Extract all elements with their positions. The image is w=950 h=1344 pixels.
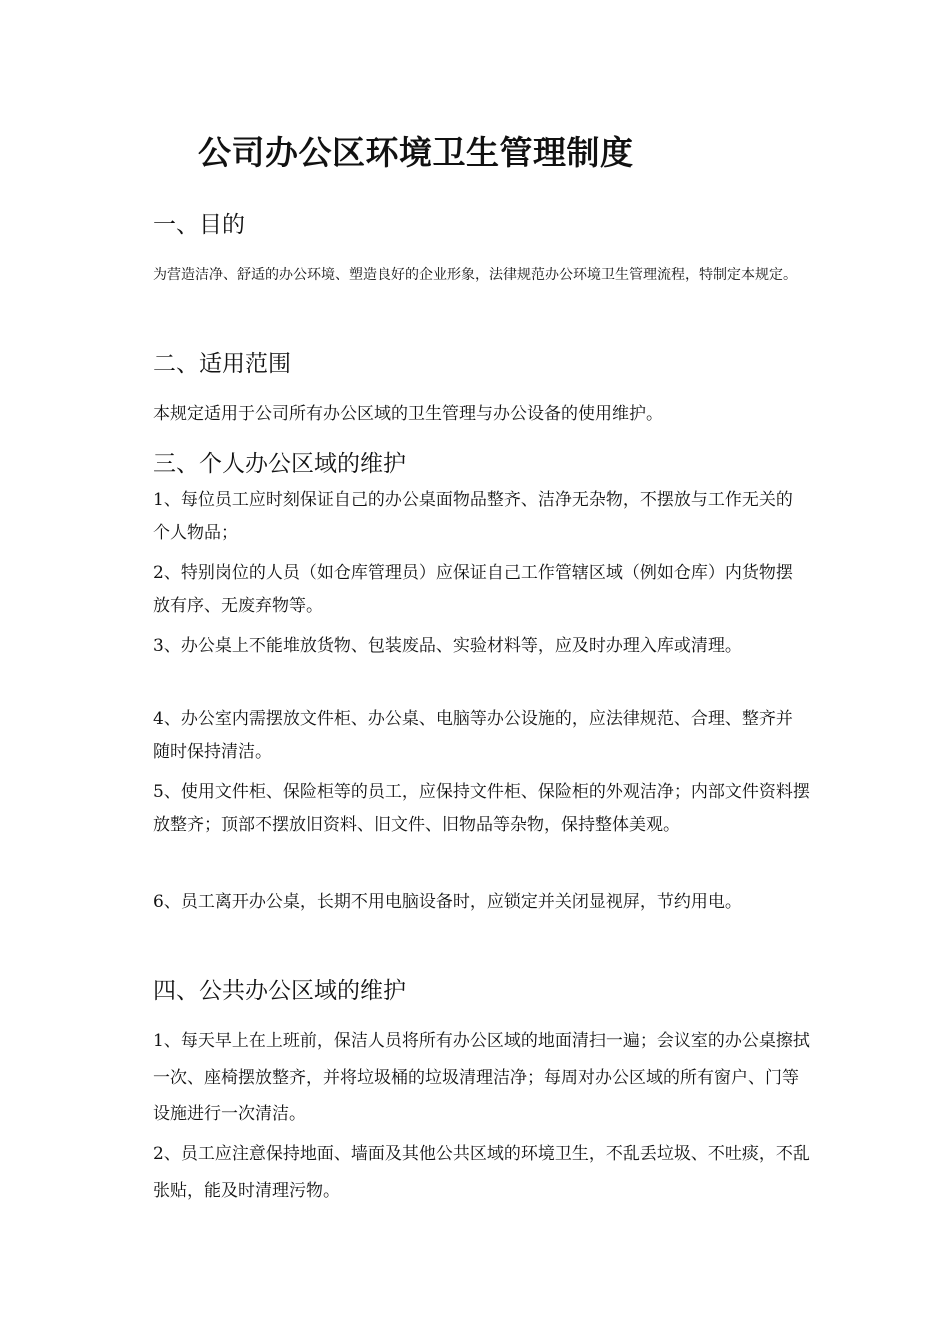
personal-area-item-4: 4、办公室内需摆放文件柜、办公桌、电脑等办公设施的，应法律规范、合理、整齐并随时保持清洁。 [153, 709, 793, 762]
personal-area-item-5: 5、使用文件柜、保险柜等的员工，应保持文件柜、保险柜的外观洁净；内部文件资料摆放整齐；顶部不摆放旧资料、旧文件、旧物品等杂物，保持整体美观。 [153, 782, 810, 835]
public-area-item-2: 2、员工应注意保持地面、墙面及其他公共区域的环境卫生，不乱丢垃圾、不吐痰，不乱张贴，能及时清理污物。 [153, 1144, 810, 1201]
section-heading-public-area: 四、公共办公区域的维护 [153, 978, 406, 1004]
personal-area-item-2: 2、特别岗位的人员（如仓库管理员）应保证自己工作管辖区域（例如仓库）内货物摆放有序、无废弃物等。 [153, 563, 793, 616]
document-title: 公司办公区环境卫生管理制度 [198, 133, 634, 172]
personal-area-item-1: 1、每位员工应时刻保证自己的办公桌面物品整齐、洁净无杂物，不摆放与工作无关的个人物品； [153, 490, 793, 543]
section-heading-purpose: 一、目的 [153, 212, 245, 238]
section-scope-text: 本规定适用于公司所有办公区域的卫生管理与办公设备的使用维护。 [153, 404, 663, 424]
section-heading-scope: 二、适用范围 [153, 351, 291, 377]
public-area-item-1: 1、每天早上在上班前，保洁人员将所有办公区域的地面清扫一遍；会议室的办公桌擦拭一次、座椅摆放整齐，并将垃圾桶的垃圾清理洁净；每周对办公区域的所有窗户、门等设施进行一次清洁。 [153, 1031, 810, 1124]
section-heading-personal-area: 三、个人办公区域的维护 [153, 451, 406, 477]
section-purpose-text: 为营造洁净、舒适的办公环境、塑造良好的企业形象，法律规范办公环境卫生管理流程，特制定本规定。 [153, 267, 797, 283]
personal-area-item-3: 3、办公桌上不能堆放货物、包装废品、实验材料等，应及时办理入库或清理。 [153, 636, 742, 656]
personal-area-item-6: 6、员工离开办公桌，长期不用电脑设备时，应锁定并关闭显视屏，节约用电。 [153, 892, 742, 912]
